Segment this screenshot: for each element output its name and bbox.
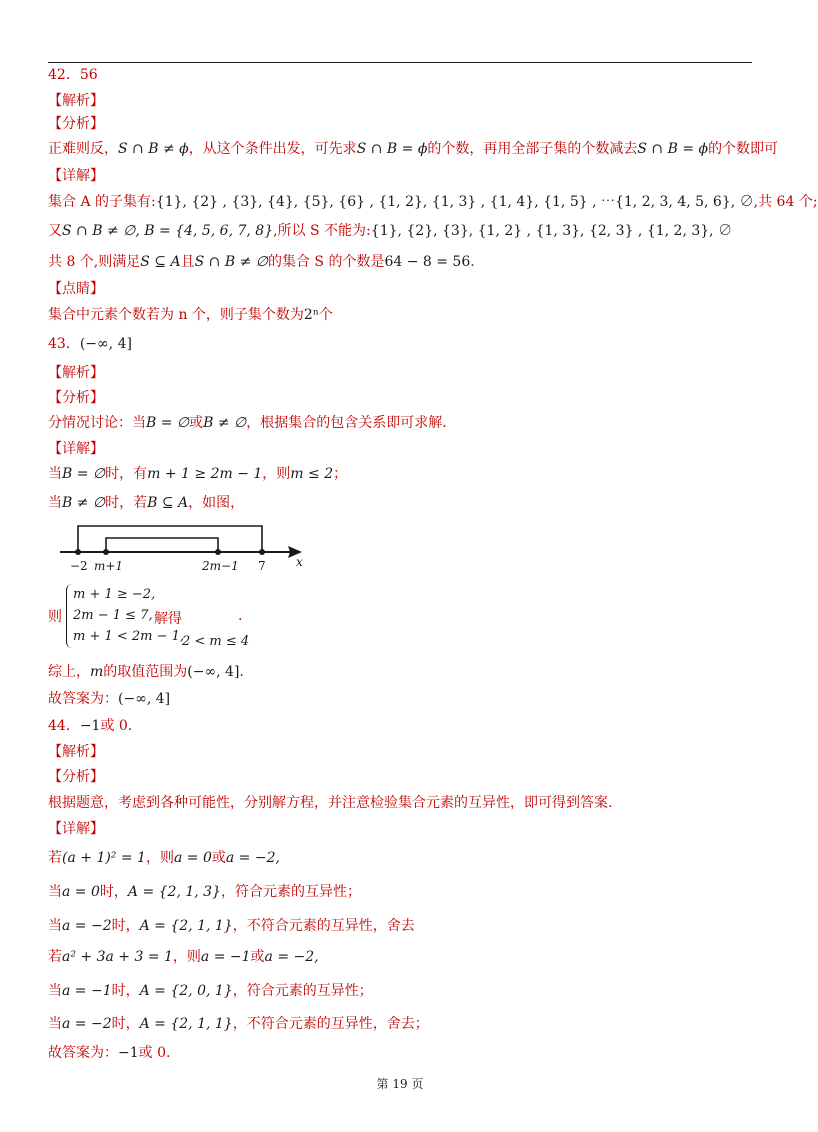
q44-answer: 故答案为：−1或 0. (48, 1045, 171, 1061)
q42-number: 42．56 (48, 67, 98, 83)
ineq-3: m + 1 < 2m − 1, (73, 629, 185, 644)
q42-jiexi-heading: 【解析】 (48, 93, 104, 109)
q44-detail-line-4: 若a² + 3a + 3 = 1，则a = −1或a = −2, (48, 949, 319, 965)
q44-detail-line-3: 当a = −2时，A = {2, 1, 1}，不符合元素的互异性，舍去 (48, 918, 415, 934)
point-2m-minus-1 (215, 549, 221, 555)
point-m-plus-1 (103, 549, 109, 555)
ineq-1: m + 1 ≥ −2, (73, 587, 156, 602)
label-2m-minus-1: 2m−1 (202, 559, 239, 573)
q42-detail-line-1: 集合 A 的子集有:{1}, {2} , {3}, {4}, {5}, {6} , {1, 2}, {1, 3} , {1, 4}, {1, 5} , ⋯{1, 2, 3, 4, 5, 6}, ∅,共 64 个; (48, 194, 818, 210)
point-neg2 (75, 549, 81, 555)
ineq-2: 2m − 1 ≤ 7, (73, 608, 153, 623)
q43-summary: 综上，m的取值范围为(−∞, 4]. (48, 664, 244, 680)
solution-result: 2 < m ≤ 4 (182, 634, 250, 649)
q44-detail-line-1: 若(a + 1)² = 1，则a = 0或a = −2, (48, 850, 280, 866)
q44-xiangjie-heading: 【详解】 (48, 821, 104, 837)
label-m-plus-1: m+1 (94, 559, 124, 573)
label-7: 7 (258, 559, 266, 573)
q43-answer: 故答案为：(−∞, 4] (48, 691, 171, 707)
page-number: 第 19 页 (376, 1077, 424, 1091)
q43-detail-line-1: 当B = ∅时，有m + 1 ≥ 2m − 1，则m ≤ 2； (48, 466, 348, 482)
q42-dianjing-text: 集合中元素个数若为 n 个，则子集个数为2ⁿ个 (48, 307, 333, 323)
ze-label: 则 (48, 609, 62, 625)
solution-dot: . (238, 608, 243, 624)
q44-fenxi-heading: 【分析】 (48, 769, 104, 785)
q43-jiexi-heading: 【解析】 (48, 365, 104, 381)
q42-detail-line-2: 又S ∩ B ≠ ∅, B = {4, 5, 6, 7, 8},所以 S 不能为:{1}, {2}, {3}, {1, 2} , {1, 3}, {2, 3} , {1, 2, 3}, ∅ (48, 223, 733, 239)
q42-detail-line-3: 共 8 个,则满足S ⊆ A且S ∩ B ≠ ∅的集合 S 的个数是64 − 8 = 56. (48, 254, 475, 270)
q44-jiexi-heading: 【解析】 (48, 744, 104, 760)
q43-fenxi-text: 分情况讨论：当B = ∅或B ≠ ∅，根据集合的包含关系即可求解. (48, 415, 447, 431)
q44-detail-line-5: 当a = −1时，A = {2, 0, 1}，符合元素的互异性； (48, 983, 373, 999)
q44-detail-line-6: 当a = −2时，A = {2, 1, 1}，不符合元素的互异性，舍去； (48, 1016, 429, 1032)
interval-b-bracket (106, 538, 218, 552)
q43-number: 43．(−∞, 4] (48, 336, 132, 352)
q42-fenxi-text: 正难则反，S ∩ B ≠ ϕ，从这个条件出发，可先求S ∩ B = ϕ的个数，再用全部子集的个数减去S ∩ B = ϕ的个数即可 (48, 141, 779, 157)
q44-fenxi-text: 根据题意，考虑到各种可能性，分别解方程，并注意检验集合元素的互异性，即可得到答案. (48, 795, 613, 811)
q44-detail-line-2: 当a = 0时，A = {2, 1, 3}，符合元素的互异性； (48, 884, 361, 900)
q42-xiangjie-heading: 【详解】 (48, 168, 104, 184)
point-7 (259, 549, 265, 555)
q44-number: 44．−1或 0. (48, 718, 133, 734)
q43-fenxi-heading: 【分析】 (48, 390, 104, 406)
q42-fenxi-heading: 【分析】 (48, 116, 104, 132)
q43-xiangjie-heading: 【详解】 (48, 441, 104, 457)
inequality-system (48, 584, 308, 654)
header-rule (48, 62, 752, 63)
label-x: x (296, 555, 303, 569)
number-line-figure (56, 520, 316, 576)
jiede-label: 解得 (154, 611, 182, 627)
label-neg2: −2 (70, 559, 88, 573)
q42-dianjing-heading: 【点睛】 (48, 281, 104, 297)
q43-detail-line-2: 当B ≠ ∅时，若B ⊆ A，如图， (48, 495, 245, 511)
